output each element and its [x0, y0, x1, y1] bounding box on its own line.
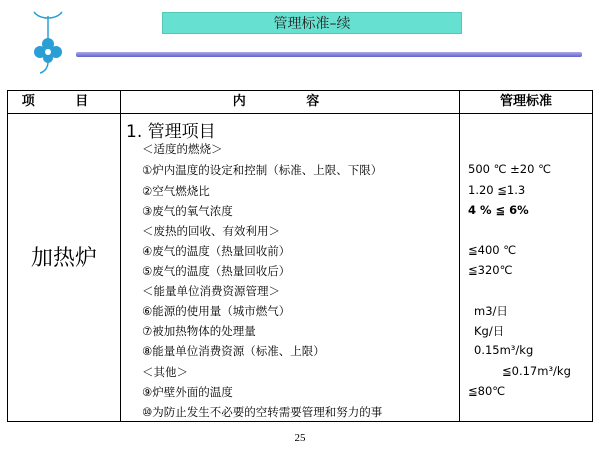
header-content: 内 容 [232, 94, 348, 109]
content-line: ④废气的温度（热量回收前） [142, 244, 291, 258]
standard-value: 4 % ≦ 6% [468, 203, 529, 217]
content-line: ①炉内温度的设定和控制（标准、上限、下限） [142, 163, 383, 177]
standard-value: ≦400 ℃ [468, 243, 517, 257]
content-line: ⑦被加热物体的处理量 [142, 324, 256, 338]
clover-logo-icon [26, 10, 70, 74]
content-line: ②空气燃烧比 [142, 184, 210, 198]
header-item: 项 目 [21, 94, 107, 109]
slide-title [162, 12, 462, 34]
standard-value: m3/日 [474, 304, 508, 318]
content-line: ⑥能源的使用量（城市燃气） [142, 304, 291, 318]
standard-value: Kg/日 [474, 324, 505, 338]
standard-value: 500 ℃ ±20 ℃ [468, 162, 552, 176]
page-number: 25 [294, 432, 306, 444]
content-line: ＜其他＞ [142, 365, 188, 379]
content-line: ⑩为防止发生不必要的空转需要管理和努力的事 [142, 405, 383, 419]
header-standard: 管理标准 [499, 94, 552, 109]
standard-value: 0.15m³/kg [474, 343, 534, 357]
row-label-furnace: 加热炉 [30, 246, 97, 271]
content-line: ＜废热的回收、有效利用＞ [142, 224, 280, 238]
slide-title-text: 管理标准–续 [273, 16, 351, 32]
standard-value: ≦320℃ [468, 263, 513, 277]
content-line: ⑧能量单位消费资源（标准、上限） [142, 344, 325, 358]
content-line: ⑤废气的温度（热量回收后） [142, 264, 291, 278]
column-divider [459, 91, 460, 421]
column-divider [120, 91, 121, 421]
content-line: ⑨炉壁外面的温度 [142, 385, 233, 399]
standard-value: 1.20 ≦1.3 [468, 183, 526, 197]
content-line: ＜适度的燃烧＞ [142, 142, 223, 156]
management-standard-table [7, 90, 593, 422]
content-line: ＜能量单位消费资源管理＞ [142, 284, 280, 298]
standard-value: ≦80℃ [468, 384, 506, 398]
content-line: ③废气的氧气浓度 [142, 204, 233, 218]
section-title: 1. 管理项目 [126, 122, 216, 142]
title-underline [76, 52, 582, 57]
header-divider [8, 113, 592, 114]
standard-value: ≦0.17m³/kg [502, 364, 571, 378]
